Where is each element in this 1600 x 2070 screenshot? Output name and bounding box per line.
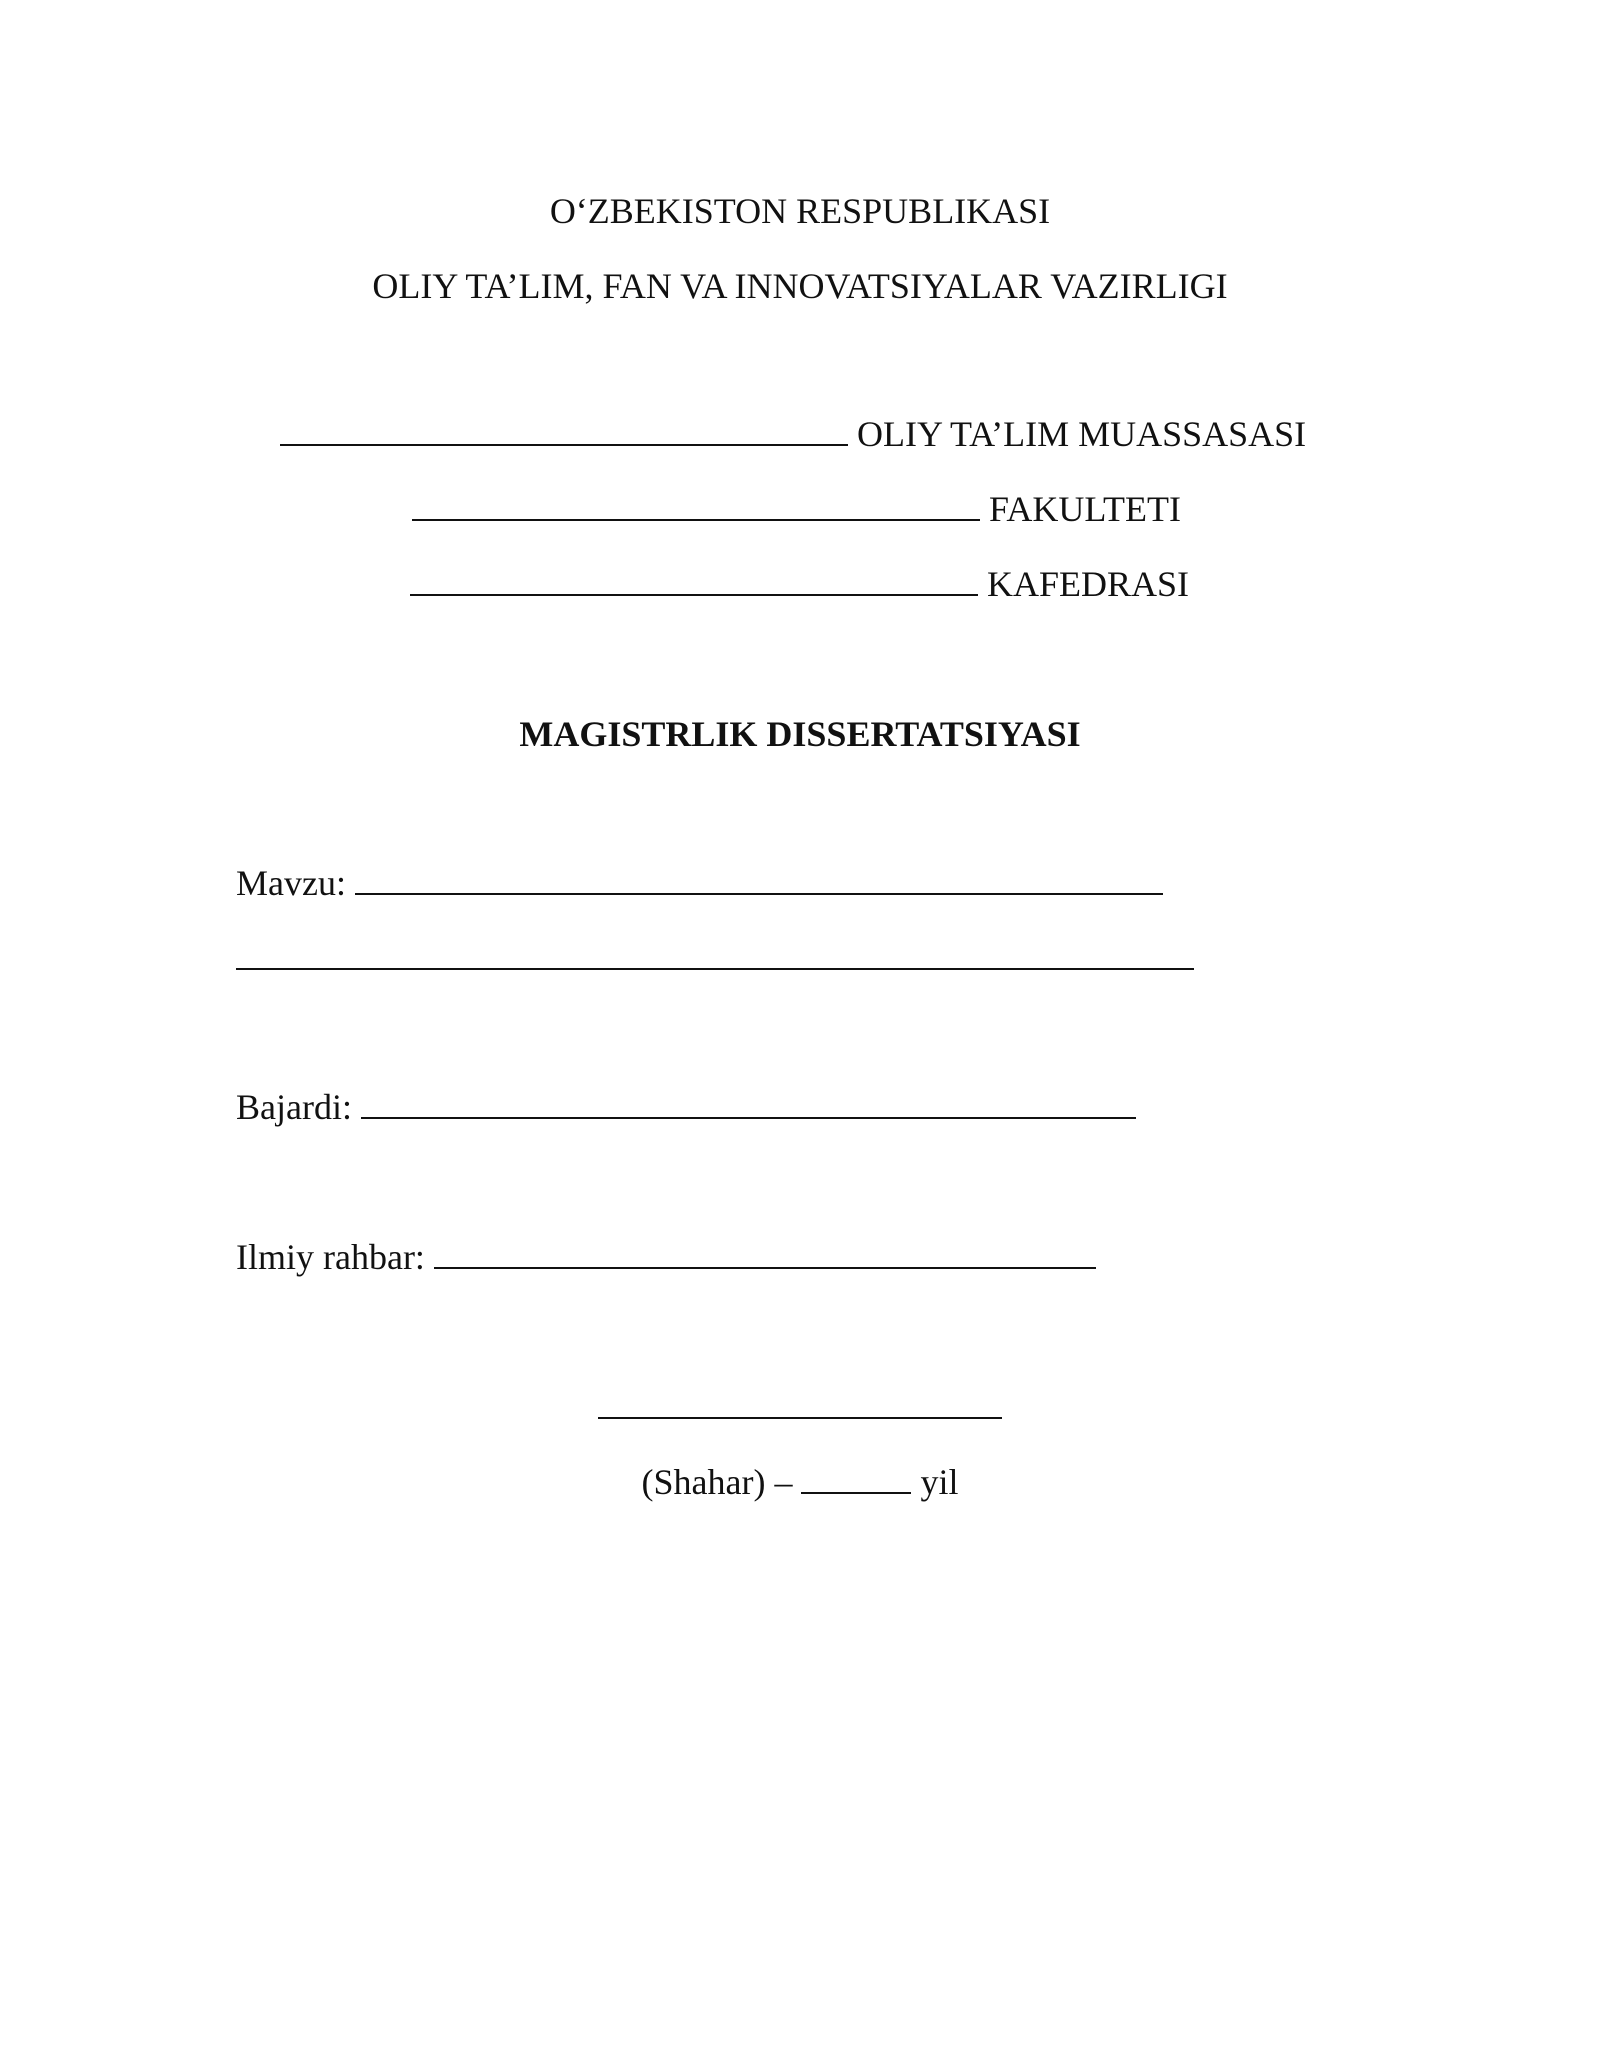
faculty-suffix: FAKULTETI xyxy=(989,489,1181,529)
year-blank xyxy=(801,1462,911,1494)
topic-continuation-line xyxy=(236,936,1194,980)
document-title-text: MAGISTRLIK DISSERTATSIYASI xyxy=(519,714,1081,754)
department-blank xyxy=(410,564,978,596)
university-line xyxy=(280,412,1306,456)
country-heading xyxy=(0,189,1600,233)
country-text: O‘ZBEKISTON RESPUBLIKASI xyxy=(549,191,1051,231)
supervisor-blank xyxy=(434,1237,1096,1269)
author-label: Bajardi: xyxy=(236,1087,352,1127)
author-blank xyxy=(361,1087,1136,1119)
signature-line xyxy=(0,1385,1600,1429)
supervisor-line xyxy=(236,1235,1096,1279)
topic-label: Mavzu: xyxy=(236,863,346,903)
document-title xyxy=(0,712,1600,756)
university-suffix: OLIY TA’LIM MUASSASASI xyxy=(857,414,1307,454)
faculty-blank xyxy=(412,489,980,521)
topic-blank xyxy=(355,863,1163,895)
supervisor-label: Ilmiy rahbar: xyxy=(236,1237,425,1277)
topic-continuation-blank xyxy=(236,938,1194,970)
city-year-line xyxy=(0,1460,1600,1504)
year-suffix: yil xyxy=(920,1462,959,1502)
department-suffix: KAFEDRASI xyxy=(987,564,1190,604)
university-blank xyxy=(280,414,848,446)
author-line xyxy=(236,1085,1136,1129)
signature-blank xyxy=(598,1387,1002,1419)
ministry-heading xyxy=(0,264,1600,308)
department-line xyxy=(410,562,1189,606)
topic-line xyxy=(236,861,1163,905)
city-text: (Shahar) – xyxy=(641,1462,793,1502)
faculty-line xyxy=(412,487,1181,531)
ministry-text: OLIY TA’LIM, FAN VA INNOVATSIYALAR VAZIRLIGI xyxy=(372,266,1228,306)
